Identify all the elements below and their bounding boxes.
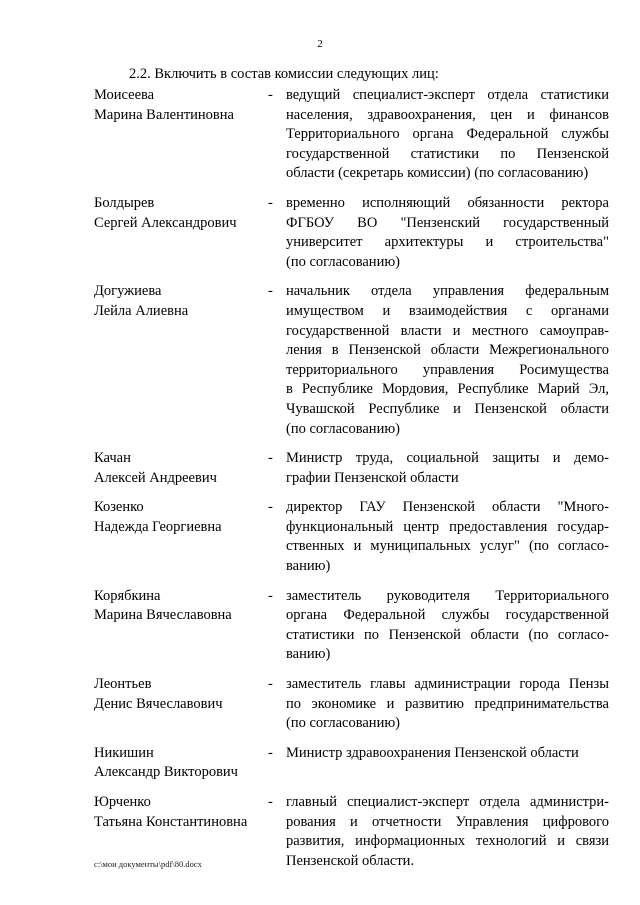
position-line: временно исполняющий обязанности ректора xyxy=(286,194,609,211)
position-line: имуществом и взаимодействия с органами xyxy=(286,302,609,319)
member-name xyxy=(94,675,268,734)
position-line: университет архитектуры и строительства" xyxy=(286,234,609,251)
position-line: главный специалист-эксперт отдела администри- xyxy=(286,794,609,810)
member-surname: Моисеева xyxy=(94,87,155,103)
position-line: ФГБОУ ВО "Пензенский государственный xyxy=(286,214,609,231)
member-given-names: Марина Вячеславовна xyxy=(94,607,232,624)
page-number: 2 xyxy=(317,38,323,50)
member-name xyxy=(94,449,268,488)
position-line: территориального управления Росимущества xyxy=(286,361,609,378)
member-entry xyxy=(94,86,609,184)
separator-dash: - xyxy=(268,794,273,810)
position-line: начальник отдела управления федеральным xyxy=(286,283,609,300)
position-line: графии Пензенской области xyxy=(286,469,459,486)
member-given-names: Сергей Александрович xyxy=(94,214,237,231)
member-name xyxy=(94,282,268,439)
member-position xyxy=(286,449,609,488)
separator-dash: - xyxy=(268,744,273,761)
position-line: Чувашской Республике и Пензенской области xyxy=(286,400,609,417)
member-position xyxy=(286,587,609,665)
member-name xyxy=(94,587,268,665)
member-name xyxy=(94,744,268,783)
member-entry xyxy=(94,744,609,783)
member-entry xyxy=(94,449,609,488)
member-surname: Никишин xyxy=(94,744,154,761)
separator-dash: - xyxy=(268,676,273,693)
position-line: развития, информационных технологий и связи xyxy=(286,833,609,850)
member-given-names: Лейла Алиевна xyxy=(94,302,189,319)
separator-dash: - xyxy=(268,450,273,467)
member-entry xyxy=(94,498,609,576)
position-line: ванию) xyxy=(286,558,331,575)
member-surname: Юрченко xyxy=(94,794,151,810)
position-line: Территориального органа Федеральной службы xyxy=(286,126,609,143)
member-position xyxy=(286,498,609,576)
member-given-names: Марина Валентиновна xyxy=(94,106,234,123)
position-line: (по согласованию) xyxy=(286,715,400,732)
position-line: статистики по Пензенской области (по согласо- xyxy=(286,626,609,643)
position-line: в Республике Мордовия, Республике Марий Эл, xyxy=(286,381,609,398)
commission-members-list xyxy=(94,86,609,881)
separator-dash: - xyxy=(268,87,273,103)
member-name xyxy=(94,498,268,576)
position-line: области (секретарь комиссии) (по согласованию) xyxy=(286,165,589,182)
member-given-names: Денис Вячеславович xyxy=(94,695,223,712)
position-line: Министр труда, социальной защиты и демо- xyxy=(286,450,609,467)
member-name xyxy=(94,194,268,272)
position-line: ванию) xyxy=(286,646,331,663)
position-line: заместитель руководителя Территориального xyxy=(286,587,609,604)
member-name xyxy=(94,86,268,184)
position-line: государственной власти и местного самоуправ- xyxy=(286,322,609,339)
member-surname: Корябкина xyxy=(94,587,161,604)
position-line: Пензенской области. xyxy=(286,852,415,869)
position-line: ведущий специалист-эксперт отдела статистики xyxy=(286,87,609,103)
member-surname: Леонтьев xyxy=(94,676,152,693)
member-position xyxy=(286,194,609,272)
member-given-names: Александр Викторович xyxy=(94,764,238,781)
member-entry xyxy=(94,282,609,439)
position-line: Министр здравоохранения Пензенской области xyxy=(286,744,579,761)
member-entry xyxy=(94,587,609,665)
member-given-names: Надежда Георгиевна xyxy=(94,518,222,535)
position-line: ления в Пензенской области Межрегионального xyxy=(286,342,609,359)
position-line: функциональный центр предоставления государ- xyxy=(286,518,609,535)
section-intro: 2.2. Включить в состав комиссии следующих лиц: xyxy=(129,66,439,82)
position-line: государственной статистики по Пензенской xyxy=(286,145,609,162)
member-surname: Догужиева xyxy=(94,283,162,300)
position-line: директор ГАУ Пензенской области "Много- xyxy=(286,499,609,516)
member-given-names: Алексей Андреевич xyxy=(94,469,217,486)
footer-file-path: c:\мои документы\pdf\80.docx xyxy=(94,859,202,869)
member-position xyxy=(286,793,609,871)
member-position xyxy=(286,744,609,783)
member-entry xyxy=(94,194,609,272)
position-line: по экономике и развитию предпринимательства xyxy=(286,695,609,712)
position-line: заместитель главы администрации города Пензы xyxy=(286,676,609,693)
member-position xyxy=(286,282,609,439)
member-given-names: Татьяна Константиновна xyxy=(94,813,248,830)
member-position xyxy=(286,675,609,734)
separator-dash: - xyxy=(268,283,273,300)
member-surname: Козенко xyxy=(94,499,144,516)
separator-dash: - xyxy=(268,194,273,211)
separator-dash: - xyxy=(268,499,273,516)
member-surname: Качан xyxy=(94,450,131,467)
separator-dash: - xyxy=(268,587,273,604)
position-line: (по согласованию) xyxy=(286,253,400,270)
position-line: населения, здравоохранения, цен и финансов xyxy=(286,106,609,123)
member-entry xyxy=(94,675,609,734)
member-position xyxy=(286,86,609,184)
position-line: ственных и муниципальных услуг" (по согласо- xyxy=(286,538,609,555)
position-line: рования и отчетности Управления цифрового xyxy=(286,813,609,830)
member-surname: Болдырев xyxy=(94,194,155,211)
position-line: органа Федеральной службы государственной xyxy=(286,607,609,624)
position-line: (по согласованию) xyxy=(286,420,400,437)
